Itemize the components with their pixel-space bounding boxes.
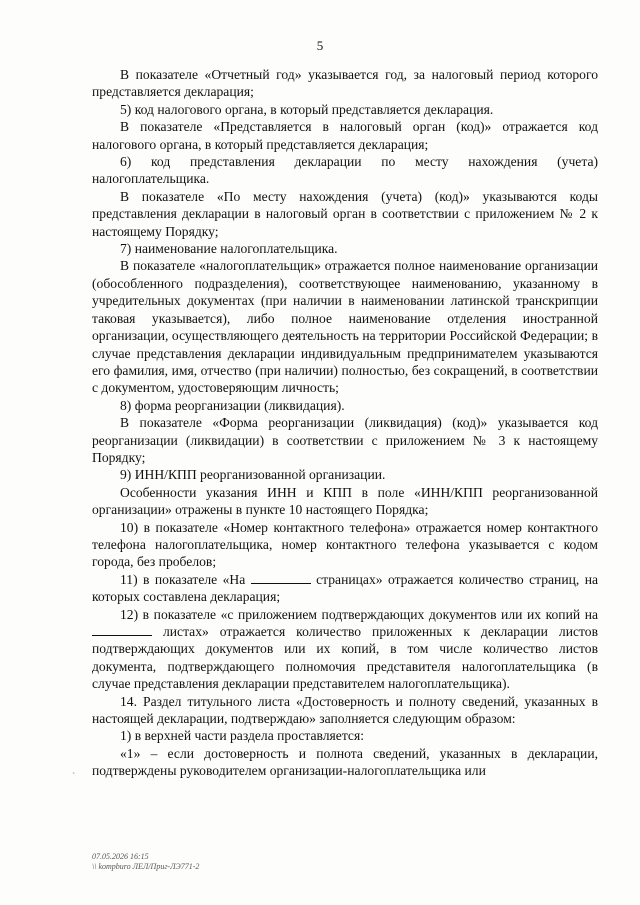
blank-line: [251, 572, 311, 584]
paragraph-text: 11) в показателе «На: [120, 571, 251, 587]
paragraph: 5) код налогового органа, в который представляется декларация.: [120, 101, 494, 117]
footer-timestamp: 07.05.2026 16:15: [92, 852, 149, 861]
paragraph-text: листах» отражается количество приложенных к декларации листов подтверждающих документов или их копий, в том числе количество листов документа, подтверждающего полномочия представителя налогоплательщика (в случае представления декларации представителем налогоплательщика).: [92, 624, 598, 692]
paragraph: В показателе «налогоплательщик» отражается полное наименование организации (обособленного подразделения), соответствующее наименованию, указанному в учредительных документах (при наличии в наименовании латинской транскрипции таковая указывается), либо полное наименование отделения иностранной организации, осуществляющего деятельность на территории Российской Федерации; в случае представления декларации индивидуальным предпринимателем указываются его фамилия, имя, отчество (при наличии) полностью, без сокращений, в соответствии с документом, удостоверяющим личность;: [92, 258, 598, 396]
paragraph: Особенности указания ИНН и КПП в поле «ИНН/КПП реорганизованной организации» отражены в пункте 10 настоящего Порядка;: [92, 484, 598, 518]
paragraph: 1) в верхней части раздела проставляется:: [120, 728, 364, 744]
paragraph: «1» – если достоверность и полнота сведений, указанных в декларации, подтверждены руководителем организации-налогоплательщика или: [92, 745, 598, 779]
paragraph-text: 12) в показателе «с приложением подтверждающих документов или их копий на: [120, 606, 598, 622]
paragraph-pages: [92, 571, 598, 606]
paragraph: В показателе «Форма реорганизации (ликвидация) (код)» указывается код реорганизации (ликвидации) в соответствии с приложением № 3 к настоящему Порядку;: [92, 415, 598, 465]
page-number: 5: [316, 38, 324, 53]
footer: [92, 852, 199, 872]
document-body: [92, 66, 598, 780]
paragraph: 6) код представления декларации по месту нахождения (учета) налогоплательщика.: [92, 154, 598, 187]
paragraph: В показателе «По месту нахождения (учета) (код)» указываются коды представления декларации в налоговый орган в соответствии с приложением № 2 к настоящему Порядку;: [92, 188, 598, 239]
paragraph: В показателе «Отчетный год» указывается год, за налоговый период которого представляется декларация;: [92, 67, 598, 100]
paragraph: 7) наименование налогоплательщика.: [120, 241, 338, 257]
paragraph: 14. Раздел титульного листа «Достоверность и полноту сведений, указанных в настоящей декларации, подтверждаю» заполняется следующим образом:: [92, 693, 598, 727]
paragraph: 10) в показателе «Номер контактного телефона» отражается номер контактного телефона налогоплательщика, номер контактного телефона указывается с кодом города, без пробелов;: [92, 519, 598, 570]
footer-path: \\ kompburo ЛЕЛ/Приг-ЛЭ771-2: [92, 862, 200, 871]
paragraph: 9) ИНН/КПП реорганизованной организации.: [120, 467, 386, 483]
paragraph: В показателе «Представляется в налоговый орган (код)» отражается код налогового органа, в который представляется декларация;: [92, 119, 598, 152]
paragraph-text: страницах» отражается количество страниц, на которых составлена декларация;: [92, 571, 599, 605]
blank-line: [92, 624, 152, 636]
paragraph: 8) форма реорганизации (ликвидация).: [120, 397, 345, 413]
paragraph-attachments: [92, 606, 598, 693]
scan-mark: ˋ: [72, 772, 76, 783]
